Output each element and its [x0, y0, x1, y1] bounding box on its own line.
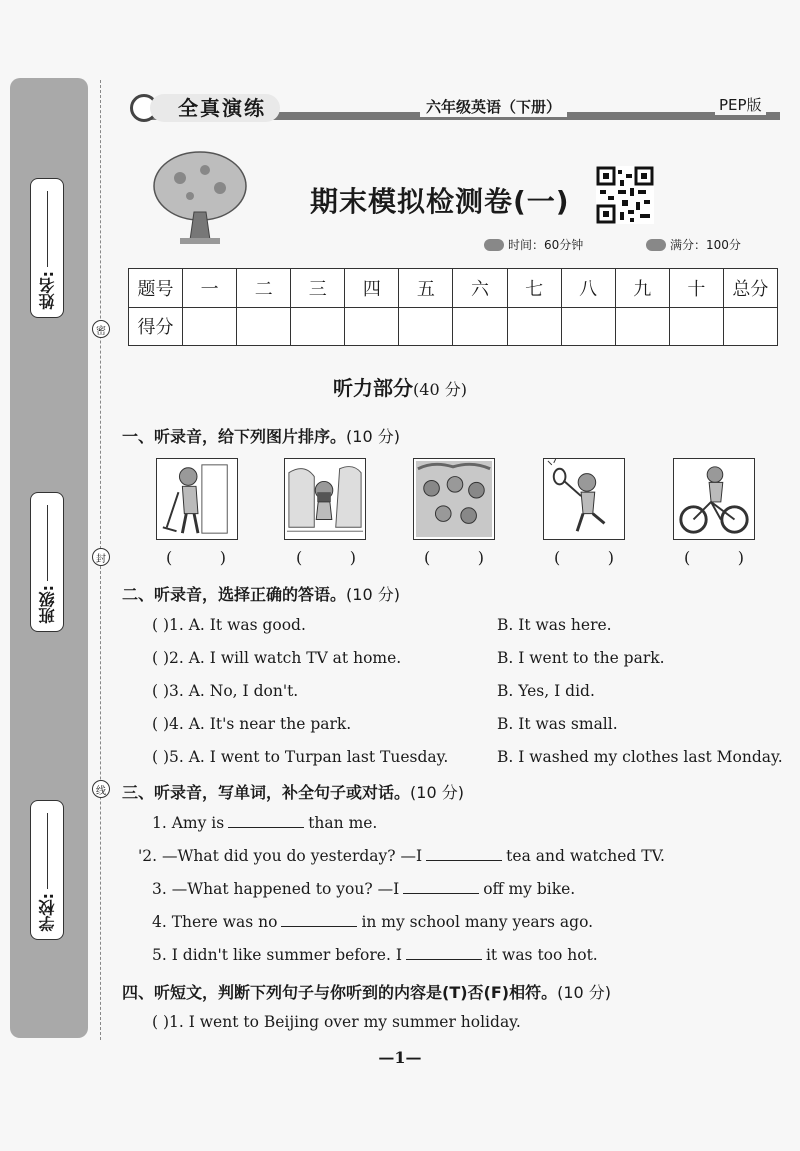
class-label: 班级:	[37, 584, 57, 623]
answer-paren[interactable]: ( )	[296, 548, 356, 567]
table-cell: 四	[345, 269, 399, 308]
score-cell[interactable]	[507, 307, 561, 346]
name-label: 姓名:	[37, 270, 57, 309]
q3-points: (10 分)	[410, 783, 464, 802]
picture-photo-taking	[284, 458, 366, 540]
page-number: —1—	[378, 1048, 422, 1067]
score-cell[interactable]	[399, 307, 453, 346]
picture-badminton	[543, 458, 625, 540]
edition-label: PEP版	[715, 94, 766, 115]
listening-section-title	[0, 372, 800, 401]
q2-item-3-b: B. Yes, I did.	[497, 682, 595, 700]
tree-illustration	[150, 148, 250, 246]
q3-heading-text: 三、听录音，写单词，补全句子或对话。	[122, 783, 411, 802]
fill-blank[interactable]	[406, 946, 482, 960]
answer-paren[interactable]: ( )	[554, 548, 614, 567]
table-cell: 三	[291, 269, 345, 308]
score-cell[interactable]	[723, 307, 777, 346]
table-cell: 六	[453, 269, 507, 308]
table-cell: 十	[669, 269, 723, 308]
score-info	[646, 236, 741, 253]
q2-heading-text: 二、听录音，选择正确的答语。	[122, 585, 347, 604]
score-table	[128, 268, 778, 346]
score-cell[interactable]	[615, 307, 669, 346]
series-logo: 全真演练	[150, 94, 280, 122]
q3-item-1: 1. Amy is than me.	[152, 814, 378, 832]
time-text: 时间：60分钟	[508, 238, 584, 252]
q2-item-1-b: B. It was here.	[497, 616, 612, 634]
q4-heading-text: 四、听短文，判断下列句子与你听到的内容是(T)否(F)相符。	[122, 983, 558, 1002]
q3-item-4: 4. There was no in my school many years ago.	[152, 913, 594, 931]
q3-item-3: 3. —What happened to you? —I off my bike.	[152, 880, 576, 898]
table-cell: 九	[615, 269, 669, 308]
q4-item-1: ( )1. I went to Beijing over my summer holiday.	[152, 1013, 521, 1031]
q1-points: (10 分)	[346, 427, 400, 446]
picture-sweeping	[156, 458, 238, 540]
fill-blank[interactable]	[281, 913, 357, 927]
score-cell[interactable]	[345, 307, 399, 346]
q2-item-4-b: B. It was small.	[497, 715, 618, 733]
q1-heading-text: 一、听录音，给下列图片排序。	[122, 427, 347, 446]
class-field-box[interactable]	[30, 492, 64, 632]
q2-item-1-a: ( )1. A. It was good.	[152, 616, 306, 634]
name-write-line	[47, 191, 48, 267]
clock-icon	[484, 239, 504, 251]
picture-group-outing	[413, 458, 495, 540]
q2-item-2-a: ( )2. A. I will watch TV at home.	[152, 649, 402, 667]
q2-item-3-a: ( )3. A. No, I don't.	[152, 682, 299, 700]
table-cell: 总分	[723, 269, 777, 308]
table-cell: 一	[183, 269, 237, 308]
q4-points: (10 分)	[557, 983, 612, 1002]
q1-heading	[122, 424, 400, 447]
q3-heading	[122, 780, 464, 803]
score-cell[interactable]	[183, 307, 237, 346]
graduation-cap-icon	[646, 239, 666, 251]
school-write-line	[47, 813, 48, 889]
header-banner	[130, 92, 785, 126]
fill-blank[interactable]	[426, 847, 502, 861]
seal-mark-3: 线	[92, 780, 110, 798]
seal-mark-2: 封	[92, 548, 110, 566]
table-row	[129, 269, 778, 308]
score-cell[interactable]	[669, 307, 723, 346]
q2-item-5-a: ( )5. A. I went to Turpan last Tuesday.	[152, 748, 449, 766]
class-write-line	[47, 505, 48, 581]
full-score-text: 满分：100分	[670, 238, 741, 252]
grade-label: 六年级英语（下册）	[420, 96, 567, 117]
page-title: 期末模拟检测卷(一)	[310, 185, 570, 218]
table-cell: 五	[399, 269, 453, 308]
time-info	[484, 236, 583, 253]
listening-points: (40 分)	[413, 380, 467, 399]
score-cell[interactable]	[453, 307, 507, 346]
answer-paren[interactable]: ( )	[684, 548, 744, 567]
school-field-box[interactable]	[30, 800, 64, 940]
q2-item-2-b: B. I went to the park.	[497, 649, 665, 667]
table-cell: 二	[237, 269, 291, 308]
score-cell[interactable]	[237, 307, 291, 346]
score-cell[interactable]	[291, 307, 345, 346]
answer-paren[interactable]: ( )	[166, 548, 226, 567]
listening-title-text: 听力部分	[333, 376, 414, 400]
table-cell: 题号	[129, 269, 183, 308]
q4-heading	[122, 980, 611, 1003]
seal-mark-1: 密	[92, 320, 110, 338]
table-row	[129, 307, 778, 346]
qr-code-icon	[596, 166, 654, 224]
name-field-box[interactable]	[30, 178, 64, 318]
q2-heading	[122, 582, 400, 605]
school-label: 学校:	[37, 892, 57, 931]
q3-item-2: '2. —What did you do yesterday? —I tea and watched TV.	[138, 847, 665, 865]
table-cell: 七	[507, 269, 561, 308]
answer-paren[interactable]: ( )	[424, 548, 484, 567]
q2-item-4-a: ( )4. A. It's near the park.	[152, 715, 352, 733]
picture-cycling	[673, 458, 755, 540]
q3-item-5: 5. I didn't like summer before. I it was too hot.	[152, 946, 598, 964]
q2-points: (10 分)	[346, 585, 400, 604]
fill-blank[interactable]	[403, 880, 479, 894]
fill-blank[interactable]	[228, 814, 304, 828]
score-cell[interactable]	[561, 307, 615, 346]
q2-item-5-b: B. I washed my clothes last Monday.	[497, 748, 783, 766]
table-cell: 八	[561, 269, 615, 308]
table-cell: 得分	[129, 307, 183, 346]
